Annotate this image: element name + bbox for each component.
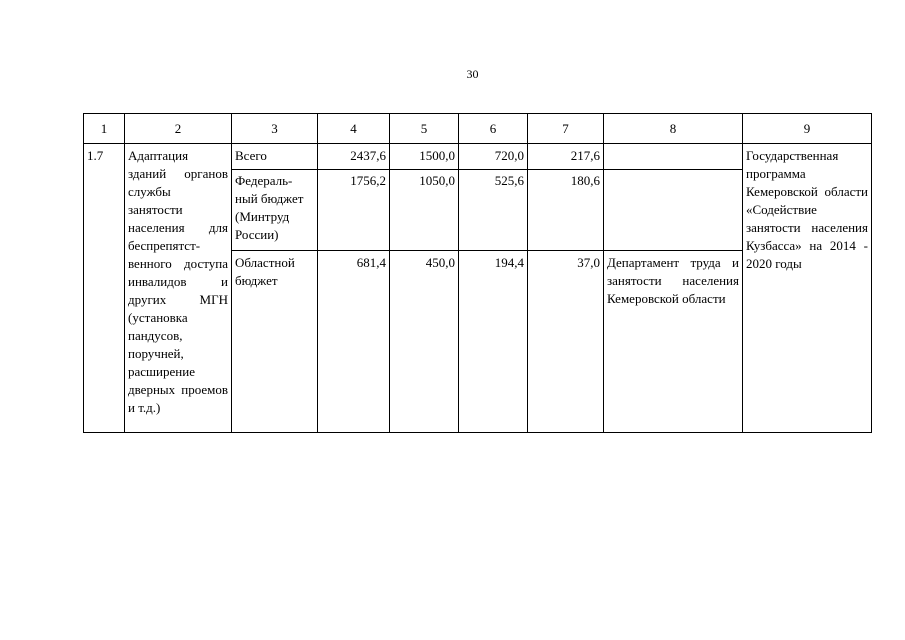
- total-value: 2437,6: [318, 144, 390, 170]
- executor: Департамент труда и занятости населения Кемеровской области: [604, 251, 743, 433]
- header-cell-7: 7: [528, 114, 604, 144]
- header-cell-1: 1: [84, 114, 125, 144]
- col5-value: 450,0: [390, 251, 459, 433]
- col7-value: 217,6: [528, 144, 604, 170]
- funding-source: Всего: [232, 144, 318, 170]
- col6-value: 194,4: [459, 251, 528, 433]
- program-name: Государственная программа Кемеровской области «Содействие занятости населения Кузбасса» на 2014 - 2020 годы: [743, 144, 872, 433]
- page-number: 30: [466, 67, 479, 81]
- funding-source: Федераль-ный бюджет (Минтруд России): [232, 170, 318, 251]
- col7-value: 37,0: [528, 251, 604, 433]
- col7-value: 180,6: [528, 170, 604, 251]
- header-cell-8: 8: [604, 114, 743, 144]
- header-cell-4: 4: [318, 114, 390, 144]
- executor: [604, 144, 743, 170]
- table-header-row: [84, 114, 872, 144]
- header-cell-5: 5: [390, 114, 459, 144]
- header-cell-6: 6: [459, 114, 528, 144]
- table-row: [84, 144, 872, 170]
- program-table: [83, 113, 872, 433]
- col6-value: 525,6: [459, 170, 528, 251]
- col5-value: 1500,0: [390, 144, 459, 170]
- header-cell-2: 2: [125, 114, 232, 144]
- total-value: 1756,2: [318, 170, 390, 251]
- header-cell-9: 9: [743, 114, 872, 144]
- activity-description: Адаптация зданий органов службы занятости населения для беспрепятст-венного доступа инвалидов и других МГН (установка пандусов, поручней, расширение дверных проемов и т.д.): [125, 144, 232, 433]
- row-number: 1.7: [84, 144, 125, 433]
- header-cell-3: 3: [232, 114, 318, 144]
- total-value: 681,4: [318, 251, 390, 433]
- funding-source: Областной бюджет: [232, 251, 318, 433]
- executor: [604, 170, 743, 251]
- col6-value: 720,0: [459, 144, 528, 170]
- col5-value: 1050,0: [390, 170, 459, 251]
